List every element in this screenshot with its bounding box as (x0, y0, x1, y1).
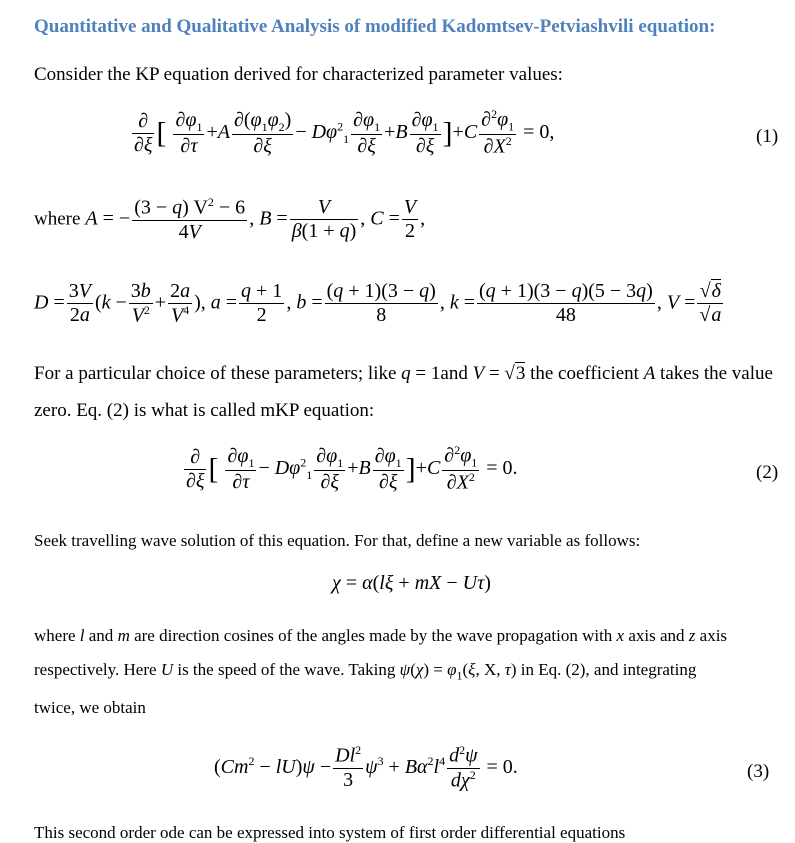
equation-chi-definition: χ = α(lξ + mX − Uτ) (332, 572, 491, 594)
equation-3-number: (3) (747, 761, 770, 782)
paragraph-parameter-choice: For a particular choice of these parameters; like q = 1and V = √3 the coefficient A takes the value (34, 363, 773, 384)
paragraph-mkp-intro: zero. Eq. (2) is what is called mKP equation: (34, 400, 375, 421)
where-label: where (34, 208, 81, 230)
paragraph-twice: twice, we obtain (34, 698, 146, 717)
equation-2: $\frac{\partial}{\partial\xi}$ [ $\frac{\partial\varphi_1}{\partial\tau}$ − $D\varphi^2_1$ $\frac{\partial\varphi_1}{\partial\xi}$ +B $\frac{\partial\varphi_1}{\partial\xi}$ ]+C $\frac{\partial^2\varphi_1}{\partial X^2}$ = 0. (186, 443, 518, 495)
section-heading: Quantitative and Qualitative Analysis of modified Kadomtsev-Petviashvili equation: (34, 16, 716, 37)
equation-1: $\frac{\partial}{\partial\xi}$ [ $\frac{\partial\varphi_1}{\partial\tau}$ +A $\frac{\partial(\varphi_1\varphi_2)}{\partial\xi}$ − $D\varphi^2_1$ $\frac{\partial\varphi_1}{\partial\xi}$ +B $\frac{\partial\varphi_1}{\partial\xi}$ ]+C $\frac{\partial^2\varphi_1}{\partial X^2}$ = 0, (134, 107, 555, 159)
paragraph-direction-cosines: where l and m are direction cosines of the angles made by the wave propagation with x axis and z axis (34, 626, 728, 645)
coefficients-d-a-b-k-v: D = $\frac{3V}{2a}$ (k − $\frac{3b}{V^2}$ + $\frac{2a}{V^4}$ ), a = $\frac{q + 1}{2}$ , b = $\frac{(q + 1)(3 - q)}{8}$ , k = $\frac{(q + 1)(3 - q)(5 - 3q)}{48}$ , V = $\frac{√\delta}{√a}$ (34, 280, 722, 327)
equation-1-number: (1) (756, 126, 779, 147)
paragraph-intro: Consider the KP equation derived for characterized parameter values: (34, 64, 563, 85)
equation-3: $(Cm^2 - lU)\psi$ − $\frac{Dl^2}{3}$ $\psi^3 + B\alpha^2l^4$ $\frac{d^2\psi}{d\chi^2}$ = 0. (214, 743, 518, 792)
paragraph-first-order-system: This second order ode can be expressed into system of first order differential equations (34, 823, 626, 842)
paragraph-wave-speed: respectively. Here U is the speed of the wave. Taking $\psi(\chi) = \varphi_1(\xi$, X, τ) in Eq. (2), and integrating (34, 660, 697, 683)
equation-2-number: (2) (756, 462, 779, 483)
paragraph-travelling-wave: Seek travelling wave solution of this equation. For that, define a new variable as follows: (34, 531, 641, 550)
coefficients-abc: where A = − $\frac{(3 - q) V^2 - 6}{4V}$ , B = $\frac{V}{\beta(1 + q)}$ , C = $\frac{V}{2}$ , (34, 195, 426, 243)
